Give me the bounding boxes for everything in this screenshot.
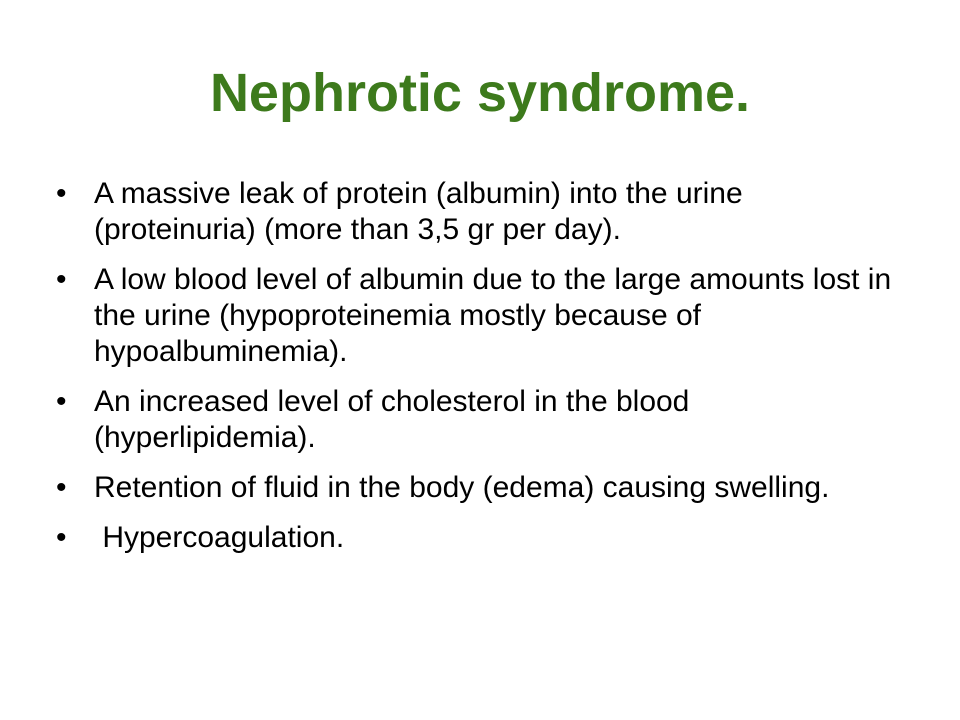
bullet-dot-icon: • bbox=[56, 385, 67, 418]
bullet-item-hypoalbuminemia bbox=[56, 262, 896, 370]
bullet-text: An increased level of cholesterol in the blood (hyperlipidemia). bbox=[94, 385, 690, 454]
bullet-text: Hypercoagulation. bbox=[94, 521, 345, 554]
bullet-list bbox=[56, 176, 896, 570]
bullet-dot-icon: • bbox=[56, 521, 67, 554]
bullet-text: Retention of fluid in the body (edema) causing swelling. bbox=[94, 471, 830, 504]
bullet-dot-icon: • bbox=[56, 471, 67, 504]
slide-title: Nephrotic syndrome. bbox=[209, 63, 751, 123]
bullet-text: A low blood level of albumin due to the large amounts lost in the urine (hypoproteinemia mostly because of hypoalbuminemia). bbox=[94, 263, 892, 368]
bullet-item-edema bbox=[56, 470, 896, 506]
bullet-item-hyperlipidemia bbox=[56, 384, 896, 456]
bullet-dot-icon: • bbox=[56, 177, 67, 210]
bullet-item-hypercoagulation bbox=[56, 520, 896, 556]
bullet-item-proteinuria bbox=[56, 176, 896, 248]
bullet-text: A massive leak of protein (albumin) into the urine (proteinuria) (more than 3,5 gr per day). bbox=[94, 177, 743, 246]
bullet-dot-icon: • bbox=[56, 263, 67, 296]
